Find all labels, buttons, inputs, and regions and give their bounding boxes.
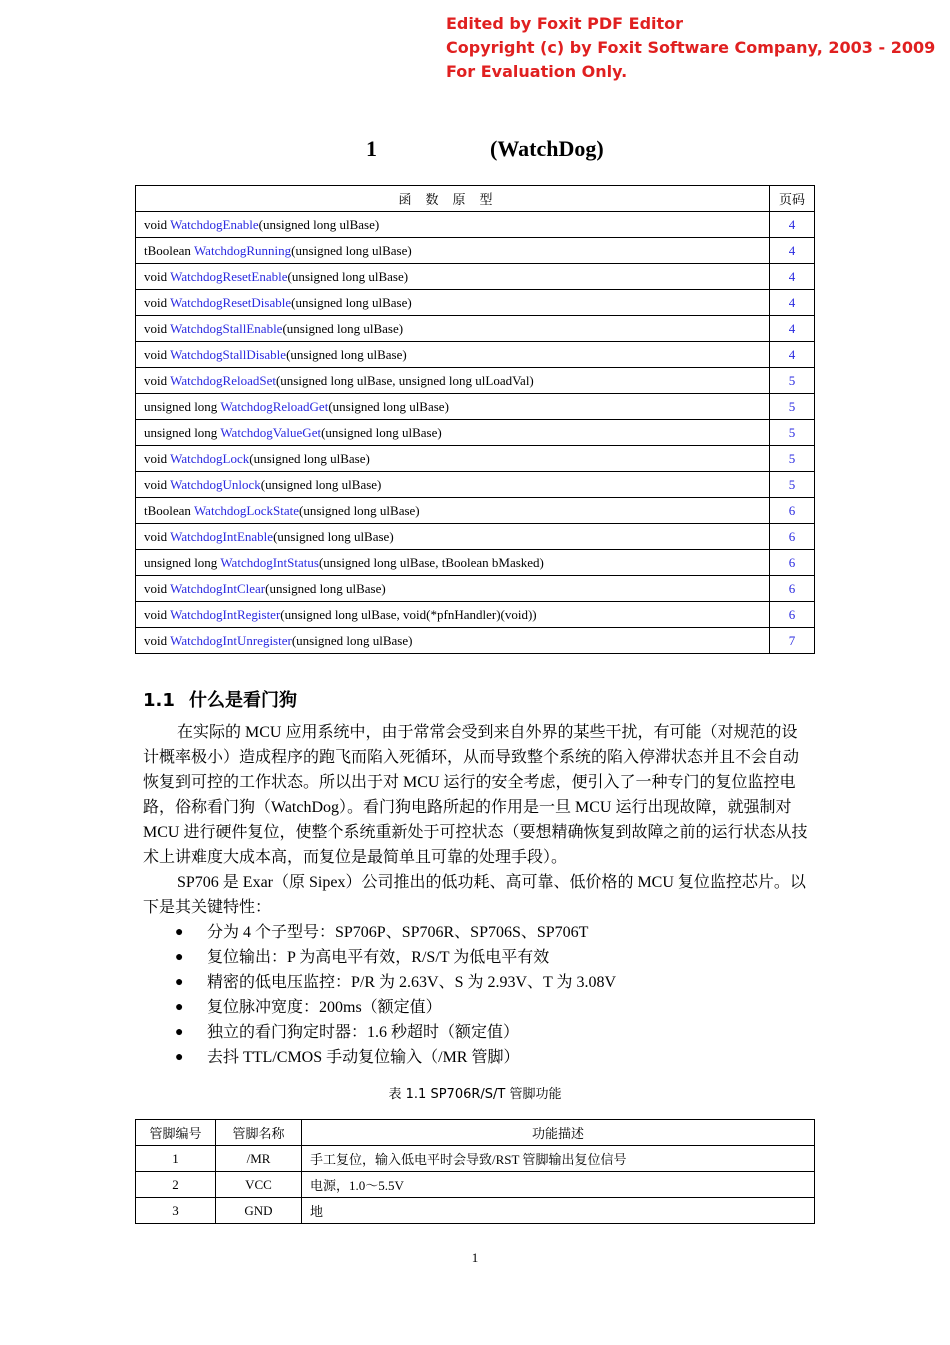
function-prototype: tBoolean WatchdogRunning(unsigned long ulBase) xyxy=(136,238,770,264)
watermark-line-1: Edited by Foxit PDF Editor xyxy=(446,14,684,33)
bullet-icon: ● xyxy=(175,1050,184,1065)
list-item: ● 分为 4 个子型号：SP706P、SP706R、SP706S、SP706T xyxy=(175,920,616,945)
table-row xyxy=(136,446,815,472)
watermark-line-2: Copyright (c) by Foxit Software Company, 2003 - 2009 xyxy=(446,38,936,57)
function-prototype: void WatchdogStallDisable(unsigned long ulBase) xyxy=(136,342,770,368)
page-link[interactable]: 4 xyxy=(770,316,815,342)
feature-list xyxy=(175,920,616,1070)
table-row xyxy=(136,602,815,628)
function-prototype: void WatchdogStallEnable(unsigned long ulBase) xyxy=(136,316,770,342)
pin-number: 2 xyxy=(136,1172,216,1198)
paragraph-watchdog-intro: 在实际的 MCU 应用系统中，由于常常会受到来自外界的某些干扰，有可能（对规范的设计概率极小）造成程序的跑飞而陷入死循环，从而导致整个系统的陷入停滞状态并且不会自动恢复到可控的工作状态。所以出于对 MCU 运行的安全考虑，便引入了一种专门的复位监控电路，俗称看门狗（WatchDog）。看门狗电路所起的作用是一旦 MCU 运行出现故障，就强制对 MCU 进行硬件复位，使整个系统重新处于可控状态（要想精确恢复到故障之前的运行状态从技术上讲难度大成本高，而复位是最简单且可靠的处理手段）。 xyxy=(143,724,808,866)
function-link[interactable]: WatchdogLock xyxy=(170,450,250,466)
page-link[interactable]: 5 xyxy=(770,472,815,498)
function-prototype: void WatchdogIntEnable(unsigned long ulBase) xyxy=(136,524,770,550)
table-row xyxy=(136,576,815,602)
bullet-icon: ● xyxy=(175,1025,184,1040)
pin-description-header: 功能描述 xyxy=(302,1120,815,1146)
table-row xyxy=(136,1146,815,1172)
function-table-body xyxy=(136,212,815,654)
function-link[interactable]: WatchdogIntEnable xyxy=(170,528,274,544)
table-row xyxy=(136,628,815,654)
pin-name: /MR xyxy=(216,1146,302,1172)
pin-number-header: 管脚编号 xyxy=(136,1120,216,1146)
function-link[interactable]: WatchdogLockState xyxy=(193,502,300,518)
section-number: 1.1 xyxy=(143,690,175,711)
function-link[interactable]: WatchdogReloadSet xyxy=(170,372,276,388)
function-prototype: void WatchdogEnable(unsigned long ulBase) xyxy=(136,212,770,238)
paragraph-sp706-intro: SP706 是 Exar（原 Sipex）公司推出的低功耗、高可靠、低价格的 MCU 复位监控芯片。以下是其关键特性： xyxy=(143,874,806,916)
bullet-icon: ● xyxy=(175,975,184,990)
pin-number: 1 xyxy=(136,1146,216,1172)
function-link[interactable]: WatchdogResetEnable xyxy=(170,268,288,284)
function-prototype: void WatchdogResetEnable(unsigned long ulBase) xyxy=(136,264,770,290)
table-row xyxy=(136,420,815,446)
page-link[interactable]: 5 xyxy=(770,446,815,472)
page-link[interactable]: 4 xyxy=(770,290,815,316)
table-row xyxy=(136,290,815,316)
section-title: 什么是看门狗 xyxy=(189,690,297,711)
pin-function-table xyxy=(135,1119,815,1224)
page-link[interactable]: 4 xyxy=(770,212,815,238)
pin-number: 3 xyxy=(136,1198,216,1224)
function-prototype: void WatchdogReloadSet(unsigned long ulBase, unsigned long ulLoadVal) xyxy=(136,368,770,394)
bullet-icon: ● xyxy=(175,950,184,965)
watermark-line-3: For Evaluation Only. xyxy=(446,62,628,81)
function-link[interactable]: WatchdogReloadGet xyxy=(220,398,329,414)
function-prototype: tBoolean WatchdogLockState(unsigned long ulBase) xyxy=(136,498,770,524)
page-link[interactable]: 4 xyxy=(770,342,815,368)
table-row xyxy=(136,316,815,342)
page-link[interactable]: 5 xyxy=(770,394,815,420)
function-prototype: void WatchdogResetDisable(unsigned long ulBase) xyxy=(136,290,770,316)
function-prototype: unsigned long WatchdogReloadGet(unsigned long ulBase) xyxy=(136,394,770,420)
function-link[interactable]: WatchdogValueGet xyxy=(220,424,322,440)
section-heading xyxy=(143,686,297,712)
list-item: ● 复位脉冲宽度：200ms（额定值） xyxy=(175,995,616,1020)
table-row xyxy=(136,368,815,394)
function-link[interactable]: WatchdogIntRegister xyxy=(170,606,281,622)
function-link[interactable]: WatchdogUnlock xyxy=(170,476,261,492)
function-prototype: void WatchdogIntClear(unsigned long ulBase) xyxy=(136,576,770,602)
evaluation-watermark xyxy=(446,12,935,84)
table-row xyxy=(136,498,815,524)
page-link[interactable]: 5 xyxy=(770,368,815,394)
page-link[interactable]: 6 xyxy=(770,550,815,576)
prototype-header: 函数原型 xyxy=(136,186,770,212)
page-link[interactable]: 7 xyxy=(770,628,815,654)
pin-description: 地 xyxy=(302,1198,815,1224)
table-row xyxy=(136,1198,815,1224)
pin-name-header: 管脚名称 xyxy=(216,1120,302,1146)
function-prototype: void WatchdogIntRegister(unsigned long ulBase, void(*pfnHandler)(void)) xyxy=(136,602,770,628)
function-prototype: void WatchdogLock(unsigned long ulBase) xyxy=(136,446,770,472)
pin-description: 电源，1.0～5.5V xyxy=(302,1172,815,1198)
page-header: 页码 xyxy=(770,186,815,212)
function-link[interactable]: WatchdogStallDisable xyxy=(170,346,287,362)
table-header-row xyxy=(136,1120,815,1146)
function-prototype: unsigned long WatchdogIntStatus(unsigned long ulBase, tBoolean bMasked) xyxy=(136,550,770,576)
list-item: ● 独立的看门狗定时器：1.6 秒超时（额定值） xyxy=(175,1020,616,1045)
page-link[interactable]: 6 xyxy=(770,498,815,524)
page-link[interactable]: 4 xyxy=(770,238,815,264)
list-item: ● 精密的低电压监控：P/R 为 2.63V、S 为 2.93V、T 为 3.08V xyxy=(175,970,616,995)
function-prototype: void WatchdogUnlock(unsigned long ulBase) xyxy=(136,472,770,498)
table-header-row xyxy=(136,186,815,212)
chapter-number: 1 xyxy=(366,136,377,161)
function-prototype: void WatchdogIntUnregister(unsigned long ulBase) xyxy=(136,628,770,654)
page-link[interactable]: 6 xyxy=(770,602,815,628)
function-prototype-table xyxy=(135,185,815,654)
list-item: ● 去抖 TTL/CMOS 手动复位输入（/MR 管脚） xyxy=(175,1045,616,1070)
function-link[interactable]: WatchdogResetDisable xyxy=(170,294,292,310)
pin-description: 手工复位，输入低电平时会导致/RST 管脚输出复位信号 xyxy=(302,1146,815,1172)
table-row xyxy=(136,342,815,368)
chapter-title: (WatchDog) xyxy=(490,136,604,161)
function-link[interactable]: WatchdogStallEnable xyxy=(170,320,283,336)
function-link[interactable]: WatchdogIntClear xyxy=(170,580,266,596)
function-link[interactable]: WatchdogIntStatus xyxy=(220,554,319,570)
table-row xyxy=(136,1172,815,1198)
page-link[interactable]: 6 xyxy=(770,524,815,550)
table-row xyxy=(136,472,815,498)
table-row xyxy=(136,212,815,238)
chapter-heading xyxy=(0,136,950,164)
page-link[interactable]: 4 xyxy=(770,264,815,290)
table-row xyxy=(136,394,815,420)
bullet-icon: ● xyxy=(175,925,184,940)
page-number: 1 xyxy=(471,1250,479,1265)
function-link[interactable]: WatchdogRunning xyxy=(193,242,292,258)
bullet-icon: ● xyxy=(175,1000,184,1015)
pin-name: GND xyxy=(216,1198,302,1224)
table-row xyxy=(136,264,815,290)
pin-name: VCC xyxy=(216,1172,302,1198)
table-row xyxy=(136,550,815,576)
table-caption: 表 1.1 SP706R/S/T 管脚功能 xyxy=(388,1087,562,1102)
table-row xyxy=(136,524,815,550)
function-prototype: unsigned long WatchdogValueGet(unsigned long ulBase) xyxy=(136,420,770,446)
table-row xyxy=(136,238,815,264)
page-link[interactable]: 5 xyxy=(770,420,815,446)
function-link[interactable]: WatchdogIntUnregister xyxy=(170,632,292,648)
function-link[interactable]: WatchdogEnable xyxy=(170,216,259,232)
list-item: ● 复位输出：P 为高电平有效，R/S/T 为低电平有效 xyxy=(175,945,616,970)
page-link[interactable]: 6 xyxy=(770,576,815,602)
